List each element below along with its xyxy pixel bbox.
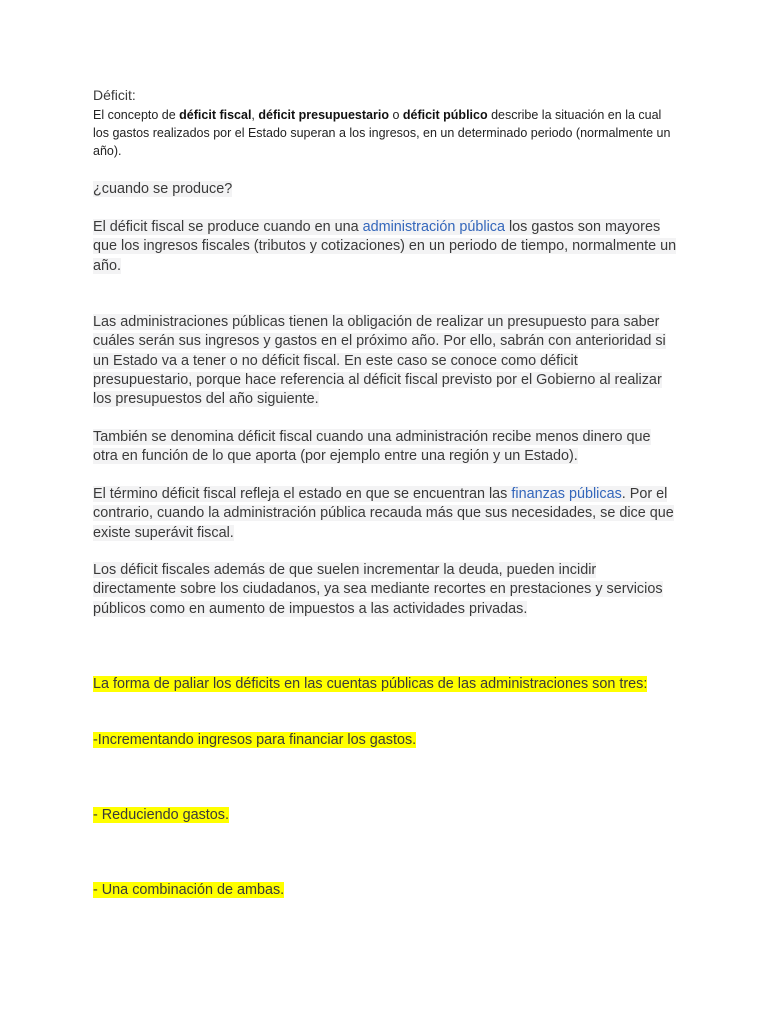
term-deficit-presupuestario: déficit presupuestario <box>258 108 389 122</box>
paragraph-4-text: . Por el contrario, cuando la administración pública recauda más que sus necesidades, se dice que existe superávit fiscal. <box>93 486 674 541</box>
paragraph-1 <box>93 218 678 276</box>
option-item <box>93 806 678 825</box>
intro-text: describe la situación en la cual los gastos realizados por el Estado superan a los ingresos, en un determinado periodo (normalmente un año). <box>93 108 671 158</box>
paragraph-5 <box>93 561 678 619</box>
option-text: - Reduciendo gastos. <box>93 807 229 823</box>
intro-text: , <box>251 108 259 122</box>
highlighted-intro-text: La forma de paliar los déficits en las cuentas públicas de las administraciones son tres: <box>93 676 648 692</box>
option-text: -Incrementando ingresos para financiar los gastos. <box>93 732 417 748</box>
paragraph-5-text: Los déficit fiscales además de que suelen incrementar la deuda, pueden incidir directamente sobre los ciudadanos, ya sea mediante recortes en prestaciones y servicios públicos como en aumento de impuestos a las actividades privadas. <box>93 562 663 617</box>
term-deficit-publico: déficit público <box>402 108 488 122</box>
paragraph-2 <box>93 313 678 409</box>
paragraph-3-text: También se denomina déficit fiscal cuando una administración recibe menos dinero que otra en función de lo que aporta (por ejemplo entre una región y un Estado). <box>93 429 651 465</box>
link-finanzas-publicas[interactable]: finanzas públicas <box>511 486 622 502</box>
intro-text: El concepto de <box>93 108 180 122</box>
paragraph-2-text: Las administraciones públicas tienen la obligación de realizar un presupuesto para saber cuáles serán sus ingresos y gastos en el próximo año. Por ello, sabrán con anterioridad si un Estado va a tener o no déficit fiscal. En este caso se conoce como déficit presupuestario, porque hace referencia al déficit fiscal previsto por el Gobierno al realizar los presupuestos del año siguiente. <box>93 314 666 408</box>
intro-text: o <box>388 108 403 122</box>
question-paragraph <box>93 180 678 199</box>
paragraph-3 <box>93 428 678 467</box>
paragraph-1-text: El déficit fiscal se produce cuando en una <box>93 219 363 235</box>
option-text: - Una combinación de ambas. <box>93 882 285 898</box>
paragraph-1-text: los gastos son mayores que los ingresos fiscales (tributos y cotizaciones) en un periodo de tiempo, normalmente un año. <box>93 219 677 274</box>
highlighted-intro <box>93 675 678 694</box>
link-administracion-publica[interactable]: administración pública <box>362 219 505 235</box>
question-text: ¿cuando se produce? <box>93 181 233 197</box>
paragraph-4 <box>93 485 678 543</box>
option-item <box>93 881 678 900</box>
paragraph-4-text: El término déficit fiscal refleja el estado en que se encuentran las <box>93 486 512 502</box>
intro-paragraph <box>93 106 678 160</box>
option-item <box>93 731 678 750</box>
term-deficit-fiscal: déficit fiscal <box>179 108 252 122</box>
section-heading: Déficit: <box>93 87 136 103</box>
